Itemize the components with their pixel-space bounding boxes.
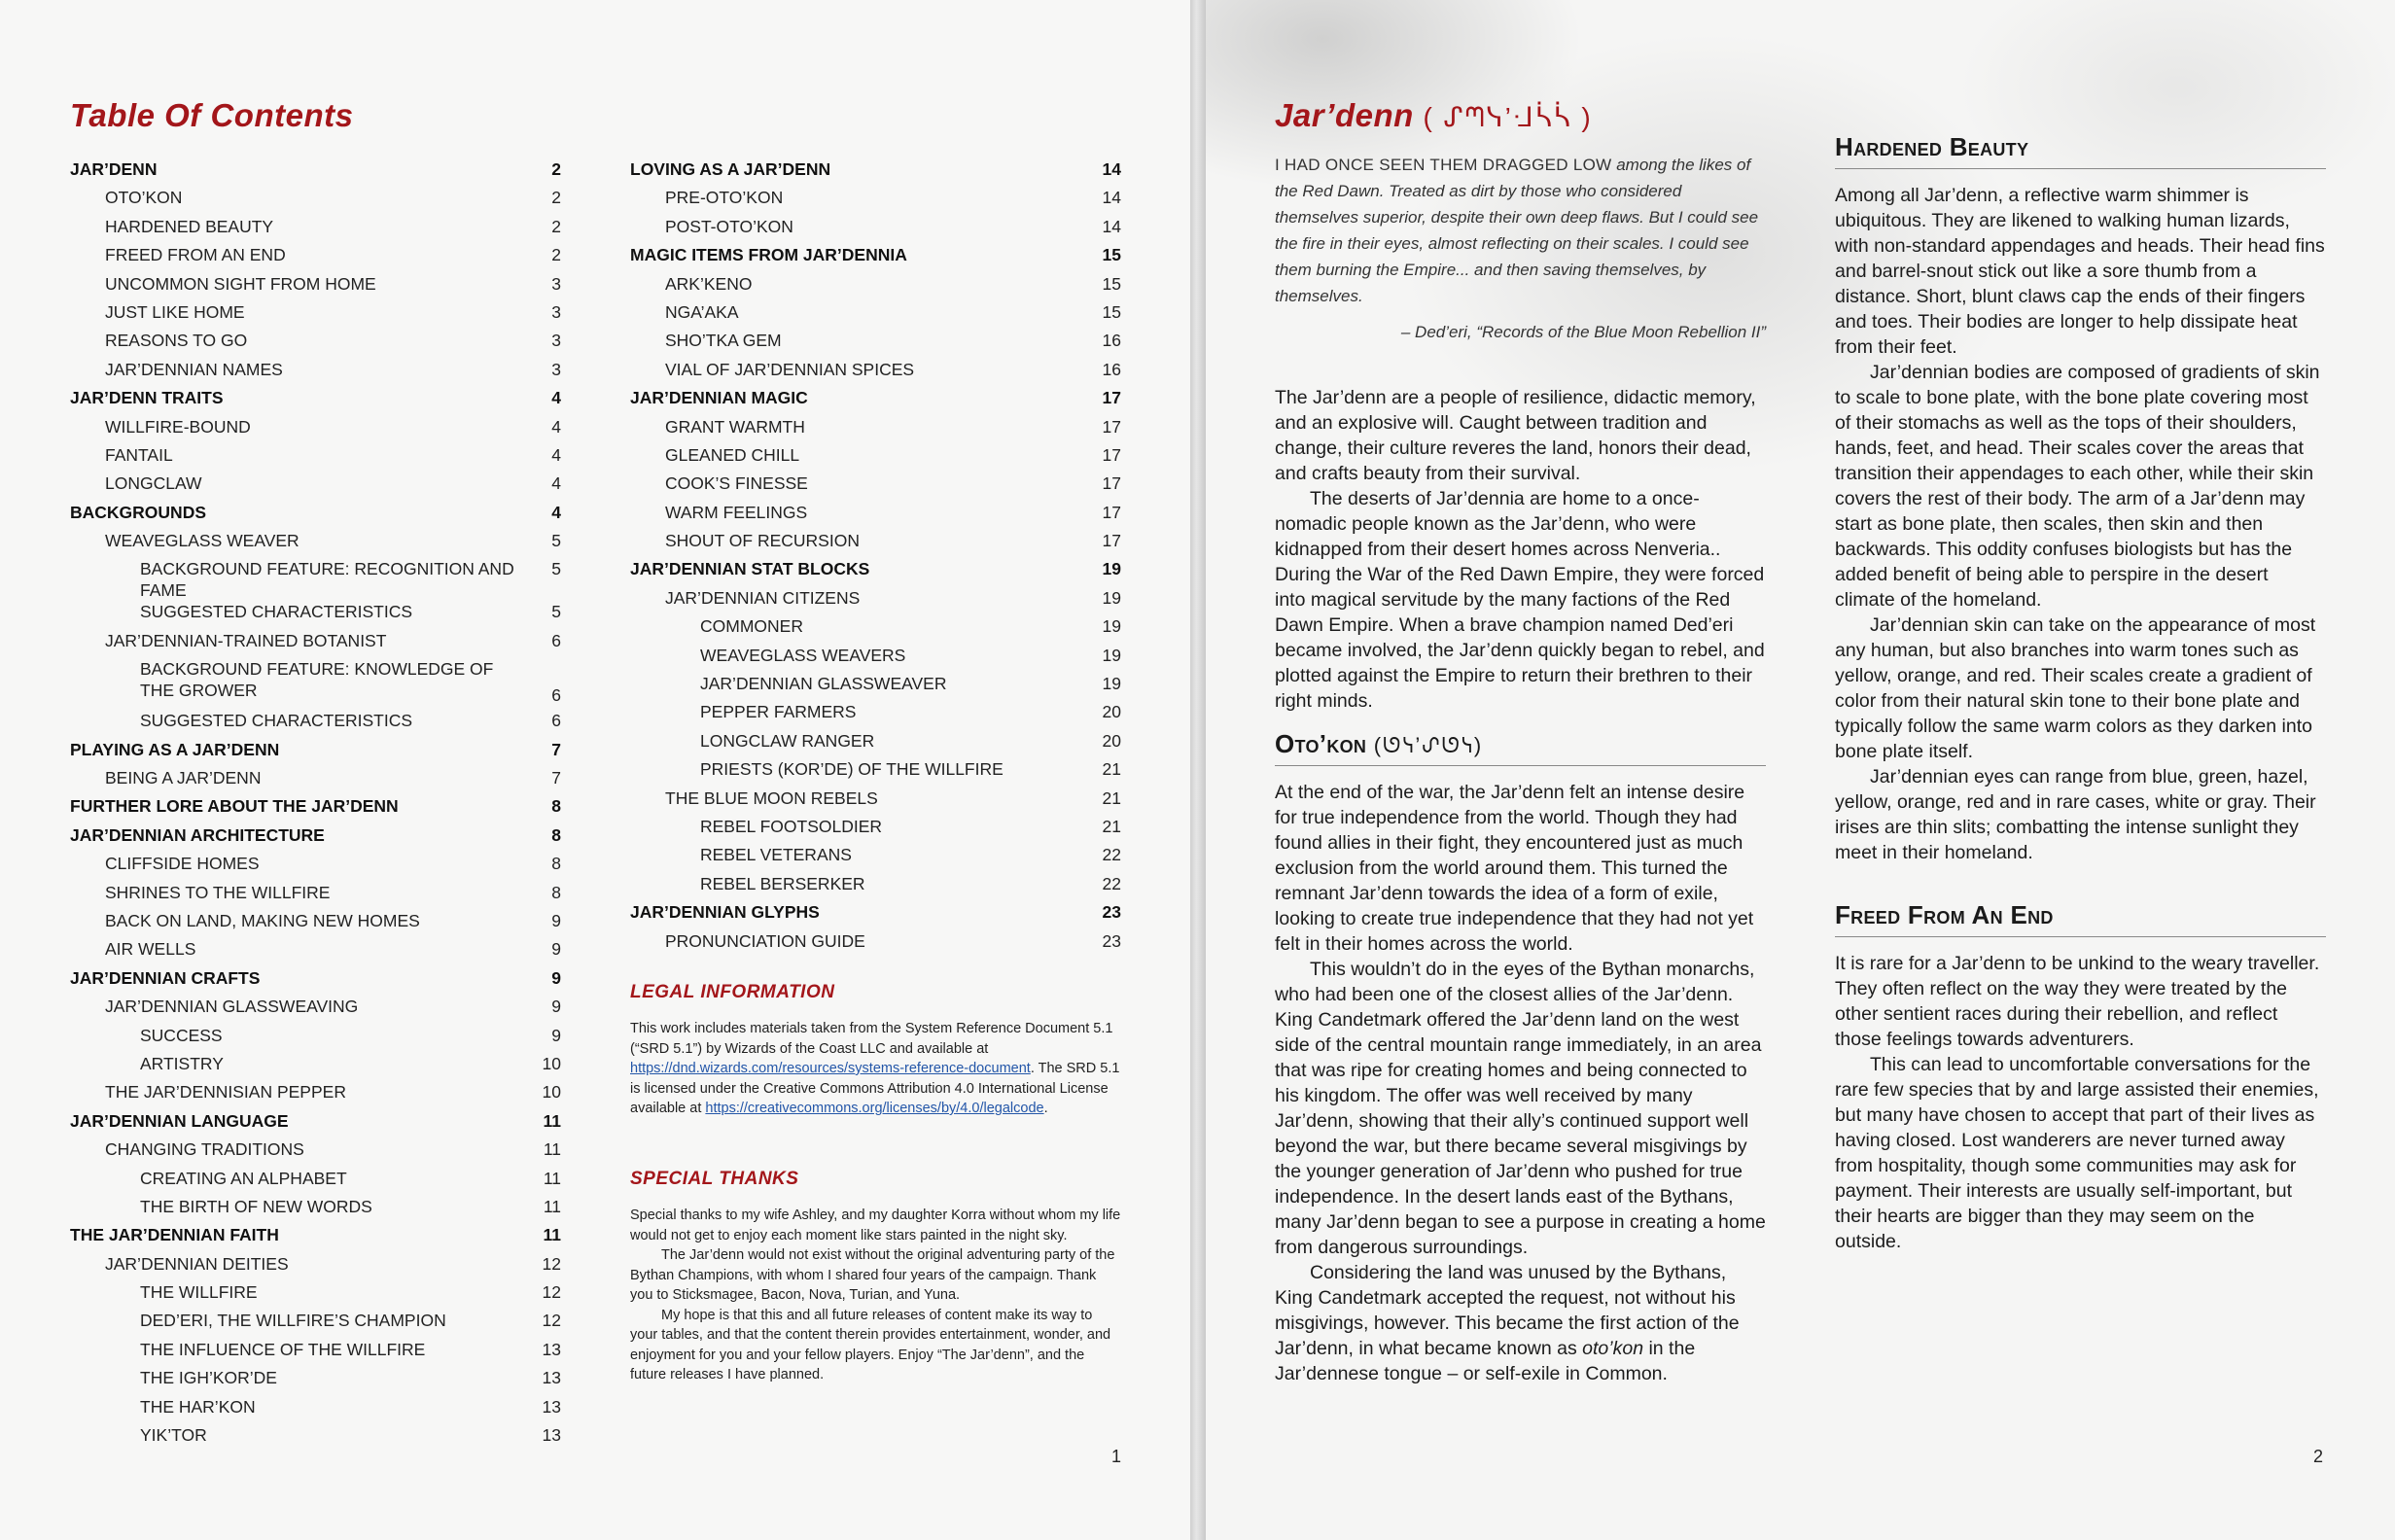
toc-entry-page: 2 bbox=[551, 216, 561, 236]
toc-entry-title: JAR’DENNIAN GLASSWEAVING bbox=[105, 997, 359, 1017]
toc-entry[interactable] bbox=[630, 873, 1121, 901]
toc-entry-page: 11 bbox=[543, 1196, 561, 1216]
toc-entry-page: 7 bbox=[551, 739, 561, 759]
otokon-paragraph-3 bbox=[1275, 1260, 1766, 1386]
toc-entry-page: 9 bbox=[551, 1025, 561, 1045]
hardened-paragraph-3: Jar’dennian skin can take on the appearance of most any human, but also branches into warm tones such as yellow, orange, and red. Their scales create a gradient of color from their natural skin tone to their bone plate and typically follow the same warm colors as they darken into bone plate itself. bbox=[1835, 614, 2316, 762]
toc-entry-title: SHRINES TO THE WILLFIRE bbox=[105, 882, 331, 902]
toc-entry-page: 12 bbox=[542, 1282, 561, 1303]
toc-entry-title: THE INFLUENCE OF THE WILLFIRE bbox=[140, 1339, 426, 1359]
toc-entry-page: 17 bbox=[1102, 502, 1121, 522]
toc-entry[interactable] bbox=[70, 938, 561, 966]
toc-entry[interactable] bbox=[70, 472, 561, 501]
toc-entry[interactable] bbox=[630, 444, 1121, 472]
toc-entry-title: HARDENED BEAUTY bbox=[105, 216, 274, 236]
toc-entry-page: 7 bbox=[551, 768, 561, 788]
toc-entry-page: 5 bbox=[551, 559, 561, 579]
toc-entry-page: 23 bbox=[1102, 902, 1121, 923]
toc-entry-title: THE IGH’KOR’DE bbox=[140, 1368, 277, 1388]
toc-entry-title: CLIFFSIDE HOMES bbox=[105, 854, 260, 874]
toc-entry[interactable] bbox=[70, 658, 561, 710]
toc-entry-page: 2 bbox=[551, 245, 561, 265]
toc-entry-page: 17 bbox=[1102, 531, 1121, 551]
toc-entry-title: PLAYING AS A JAR’DENN bbox=[70, 739, 280, 759]
toc-entry-title: UNCOMMON SIGHT FROM HOME bbox=[105, 273, 376, 294]
toc-entry[interactable] bbox=[630, 673, 1121, 701]
toc-entry[interactable] bbox=[70, 1339, 561, 1367]
toc-entry-page: 4 bbox=[551, 388, 561, 408]
toc-entry-page: 19 bbox=[1102, 645, 1121, 665]
toc-entry[interactable] bbox=[630, 758, 1121, 787]
toc-entry[interactable] bbox=[70, 967, 561, 996]
toc-entry-title: JAR’DENN bbox=[70, 159, 158, 179]
chapter-title-glyph: ( ᔑᘉᓭ’ᒲᓵᓵ ) bbox=[1423, 102, 1593, 132]
toc-entry[interactable] bbox=[630, 244, 1121, 272]
thanks-section bbox=[630, 1169, 1121, 1385]
toc-entry-page: 19 bbox=[1102, 674, 1121, 694]
toc-entry-title: JAR’DENN TRAITS bbox=[70, 388, 224, 408]
toc-entry[interactable] bbox=[70, 853, 561, 881]
toc-entry-title: FREED FROM AN END bbox=[105, 245, 286, 265]
toc-column-1 bbox=[70, 158, 561, 1452]
quote-rest: among the likes of the Red Dawn. Treated as dirt by those who considered themselves superior, despite their own deep flaws. But I could see the fire in their eyes, almost reflecting on their scales. I could see them burning the Empire... and then saving themselves, by themselves. bbox=[1275, 156, 1759, 305]
section-heading-hardened-beauty: Hardened Beauty bbox=[1835, 132, 2326, 169]
toc-entry-title: CHANGING TRADITIONS bbox=[105, 1139, 304, 1160]
toc-entry[interactable] bbox=[630, 416, 1121, 444]
toc-entry[interactable] bbox=[70, 444, 561, 472]
toc-entry-title: JAR’DENNIAN STAT BLOCKS bbox=[630, 559, 870, 579]
otokon-paragraph-2: This wouldn’t do in the eyes of the Bythan monarchs, who had been one of the closest allies of the Jar’denn. King Candetmark offered the Jar’denn land on the west side of the central mountain range immediately, in an area that was ripe for creating homes and being connected to his kingdom. The offer was well received by many Jar’denn, showing that their ally’s continued support well beyond the war, but there became several misgivings by the younger generation of Jar’denn who pushed for true independence. In the desert lands east of the Bythans, many Jar’denn began to see a purpose in creating a home from dangerous surroundings. bbox=[1275, 959, 1766, 1258]
toc-entry[interactable] bbox=[70, 273, 561, 301]
legal-text bbox=[630, 1019, 1121, 1119]
toc-entry-title: MAGIC ITEMS FROM JAR’DENNIA bbox=[630, 245, 907, 265]
toc-entry-title: FANTAIL bbox=[105, 444, 173, 465]
toc-entry[interactable] bbox=[70, 1196, 561, 1224]
toc-entry-page: 11 bbox=[543, 1139, 561, 1160]
toc-entry-title: FURTHER LORE ABOUT THE JAR’DENN bbox=[70, 796, 399, 817]
toc-entry-page: 3 bbox=[551, 331, 561, 351]
toc-entry[interactable] bbox=[630, 844, 1121, 872]
toc-entry-title: THE JAR’DENNIAN FAITH bbox=[70, 1225, 279, 1245]
toc-entry[interactable] bbox=[70, 1025, 561, 1053]
toc-entry[interactable] bbox=[70, 1367, 561, 1395]
intro-paragraph-1: The Jar’denn are a people of resilience, didactic memory, and an explosive will. Caught between tradition and change, their culture reveres the land, honors their dead, and crafts beauty from their survival. bbox=[1275, 387, 1756, 484]
freed-paragraph-1: It is rare for a Jar’denn to be unkind to the weary traveller. They often reflect on the way they were treated by the other sentient races during their rebellion, and reflect those feelings towards adventurers. bbox=[1835, 953, 2320, 1050]
section-heading-freed-from-an-end: Freed From An End bbox=[1835, 900, 2326, 937]
toc-entry-page: 21 bbox=[1102, 788, 1121, 808]
otokon-p3-a: Considering the land was unused by the Bythans, King Candetmark accepted the request, not without his misgivings, however. This became the first action of the Jar’denn, in what became known as bbox=[1275, 1262, 1740, 1359]
toc-entry[interactable] bbox=[70, 996, 561, 1024]
toc-entry-page: 22 bbox=[1102, 845, 1121, 865]
toc-entry-title: REBEL BERSERKER bbox=[700, 873, 865, 893]
toc-entry-title: JAR’DENNIAN LANGUAGE bbox=[70, 1110, 289, 1131]
toc-entry-page: 9 bbox=[551, 967, 561, 988]
epigraph-attribution: – Ded’eri, “Records of the Blue Moon Rebellion II” bbox=[1400, 323, 1766, 341]
toc-entry-page: 13 bbox=[542, 1396, 561, 1417]
toc-entry-page: 21 bbox=[1102, 816, 1121, 836]
otokon-heading-text: Oto’kon bbox=[1275, 729, 1367, 758]
intro-paragraph-2: The deserts of Jar’dennia are home to a once-nomadic people known as the Jar’denn, who were kidnapped from their desert homes across Nenveria.. During the War of the Red Dawn Empire, they were forced into magical servitude by the many factions of the Red Dawn Empire. When a brave champion named Ded’eri became involved, the Jar’denn quickly began to rebel, and plotted against the Empire to return their brethren to their right minds. bbox=[1275, 488, 1765, 712]
toc-entry[interactable] bbox=[630, 558, 1121, 586]
right-column-1 bbox=[1275, 97, 1766, 1386]
toc-entry[interactable] bbox=[630, 816, 1121, 844]
toc-entry[interactable] bbox=[70, 387, 561, 415]
toc-entry-title: SHOUT OF RECURSION bbox=[665, 531, 860, 551]
toc-entry-page: 11 bbox=[543, 1225, 561, 1245]
toc-entry-page: 20 bbox=[1102, 702, 1121, 722]
toc-entry[interactable] bbox=[630, 187, 1121, 215]
freed-paragraph-2: This can lead to uncomfortable conversations for the rare few species that by and large assisted their enemies, but many have chosen to accept that part of their lives as having closed. Lost wanderers are never turned away from hospitality, though some communities may ask for payment. Their interests are usually self-important, but their hearts are bigger than they may seem on the outside. bbox=[1835, 1054, 2319, 1252]
thanks-heading: SPECIAL THANKS bbox=[630, 1169, 799, 1189]
toc-entry-page: 23 bbox=[1102, 930, 1121, 951]
chapter-title bbox=[1275, 97, 1766, 134]
toc-entry-title: THE BLUE MOON REBELS bbox=[665, 788, 878, 808]
toc-entry-page: 9 bbox=[551, 910, 561, 930]
toc-entry-page: 10 bbox=[542, 1053, 561, 1073]
toc-entry[interactable] bbox=[630, 502, 1121, 530]
toc-entry[interactable] bbox=[70, 158, 561, 187]
toc-entry-page: 19 bbox=[1102, 616, 1121, 637]
toc-entry-page: 4 bbox=[551, 473, 561, 494]
toc-entry-page: 21 bbox=[1102, 759, 1121, 780]
toc-entry-page: 12 bbox=[542, 1253, 561, 1274]
toc-entry[interactable] bbox=[630, 645, 1121, 673]
toc-column-2 bbox=[630, 158, 1121, 959]
toc-entry-title: PRIESTS (KOR’DE) OF THE WILLFIRE bbox=[700, 759, 1004, 780]
toc-entry-page: 17 bbox=[1102, 416, 1121, 437]
toc-entry[interactable] bbox=[70, 187, 561, 215]
toc-entry[interactable] bbox=[70, 1138, 561, 1167]
toc-entry-page: 4 bbox=[551, 416, 561, 437]
toc-entry[interactable] bbox=[630, 788, 1121, 816]
toc-entry[interactable] bbox=[70, 359, 561, 387]
toc-entry-title: REASONS TO GO bbox=[105, 331, 248, 351]
toc-entry-title: JAR’DENNIAN ARCHITECTURE bbox=[70, 824, 325, 845]
toc-entry-title: BACKGROUNDS bbox=[70, 502, 206, 522]
toc-entry[interactable] bbox=[630, 359, 1121, 387]
toc-entry-title: REBEL FOOTSOLDIER bbox=[700, 816, 883, 836]
toc-entry[interactable] bbox=[70, 244, 561, 272]
toc-entry-title: SUGGESTED CHARACTERISTICS bbox=[140, 602, 413, 622]
chapter-title-text: Jar’denn bbox=[1275, 97, 1414, 133]
toc-entry-page: 8 bbox=[551, 882, 561, 902]
toc-entry[interactable] bbox=[70, 824, 561, 853]
hardened-paragraph-2: Jar’dennian bodies are composed of gradients of skin to scale to bone plate, with the bone plate covering most of their stomachs as well as the tops of their shoulders, hands, feet, and head. Their scales cover the areas that transition their appendages to each other, while their skin covers the rest of their body. The arm of a Jar’denn may start as bone plate, then scales, then skin and then backwards. This oddity confuses biologists but has the added benefit of being able to perspire in the desert climate of the homeland. bbox=[1835, 362, 2320, 611]
toc-entry[interactable] bbox=[70, 710, 561, 738]
toc-entry-page: 13 bbox=[542, 1339, 561, 1359]
toc-entry-page: 9 bbox=[551, 997, 561, 1017]
toc-entry-title: COOK’S FINESSE bbox=[665, 473, 808, 494]
toc-entry[interactable] bbox=[630, 901, 1121, 929]
toc-entry-title: JAR’DENNIAN CITIZENS bbox=[665, 587, 861, 608]
toc-entry-title: THE HAR’KON bbox=[140, 1396, 256, 1417]
toc-entry-page: 19 bbox=[1102, 559, 1121, 579]
legal-heading: LEGAL INFORMATION bbox=[630, 982, 835, 1002]
toc-entry[interactable] bbox=[630, 216, 1121, 244]
cc-license-link[interactable]: https://creativecommons.org/licenses/by/4.0/legalcode bbox=[705, 1101, 1044, 1116]
toc-entry-title: JAR’DENNIAN NAMES bbox=[105, 359, 283, 379]
toc-entry-title: COMMONER bbox=[700, 616, 803, 637]
srd-link[interactable]: https://dnd.wizards.com/resources/systems-reference-document bbox=[630, 1061, 1031, 1076]
toc-entry-title: SUGGESTED CHARACTERISTICS bbox=[140, 711, 413, 731]
toc-entry[interactable] bbox=[70, 330, 561, 358]
otokon-glyph: (ᘎᓭ’ᔑᘎᓭ) bbox=[1373, 733, 1484, 757]
toc-entry[interactable] bbox=[630, 387, 1121, 415]
toc-entry[interactable] bbox=[630, 701, 1121, 729]
toc-entry-page: 13 bbox=[542, 1425, 561, 1446]
toc-entry-page: 9 bbox=[551, 939, 561, 960]
toc-entry[interactable] bbox=[70, 739, 561, 767]
toc-entry-page: 20 bbox=[1102, 730, 1121, 751]
toc-entry-page: 14 bbox=[1102, 159, 1121, 179]
toc-entry-title: NGA’AKA bbox=[665, 301, 739, 322]
toc-entry-title: GLEANED CHILL bbox=[665, 444, 800, 465]
otokon-p3-b: in the Jar’dennese tongue – or self-exile in Common. bbox=[1275, 1338, 1696, 1384]
toc-entry[interactable] bbox=[70, 1396, 561, 1424]
toc-entry-title: VIAL OF JAR’DENNIAN SPICES bbox=[665, 359, 915, 379]
toc-entry-title: JAR’DENNIAN-TRAINED BOTANIST bbox=[105, 630, 387, 650]
toc-entry-page: 11 bbox=[543, 1110, 561, 1131]
toc-entry-page: 17 bbox=[1102, 388, 1121, 408]
toc-entry-title: OTO’KON bbox=[105, 188, 183, 208]
toc-entry[interactable] bbox=[70, 795, 561, 823]
toc-entry[interactable] bbox=[630, 530, 1121, 558]
epigraph-quote bbox=[1275, 152, 1766, 309]
toc-entry-title: PRONUNCIATION GUIDE bbox=[665, 930, 865, 951]
toc-entry-title: BACK ON LAND, MAKING NEW HOMES bbox=[105, 910, 420, 930]
toc-entry-page: 8 bbox=[551, 854, 561, 874]
toc-entry-title: YIK’TOR bbox=[140, 1425, 207, 1446]
toc-entry-title: WEAVEGLASS WEAVERS bbox=[700, 645, 906, 665]
toc-entry-title: DED’ERI, THE WILLFIRE’S CHAMPION bbox=[140, 1311, 446, 1331]
toc-entry-page: 15 bbox=[1102, 301, 1121, 322]
toc-entry-title: PEPPER FARMERS bbox=[700, 702, 857, 722]
toc-entry-page: 17 bbox=[1102, 473, 1121, 494]
toc-entry[interactable] bbox=[70, 630, 561, 658]
toc-entry-title: JAR’DENNIAN DEITIES bbox=[105, 1253, 289, 1274]
toc-entry-title: BACKGROUND FEATURE: KNOWLEDGE OF THE GROWER bbox=[140, 659, 494, 701]
toc-entry-page: 6 bbox=[551, 711, 561, 731]
toc-entry[interactable] bbox=[630, 273, 1121, 301]
page-number-left: 1 bbox=[1111, 1447, 1122, 1466]
toc-entry-title: REBEL VETERANS bbox=[700, 845, 852, 865]
toc-entry[interactable] bbox=[630, 930, 1121, 959]
right-page bbox=[1206, 0, 2395, 1540]
thanks-paragraph-2: The Jar’denn would not exist without the original adventuring party of the Bythan Champions, with whom I shared four years of the campaign. Thank you to Sticksmagee, Bacon, Nova, Turian, and Yuna. bbox=[630, 1247, 1115, 1303]
toc-entry-page: 5 bbox=[551, 602, 561, 622]
toc-entry-title: WILLFIRE-BOUND bbox=[105, 416, 251, 437]
left-page bbox=[0, 0, 1190, 1540]
toc-entry-title: SHO’TKA GEM bbox=[665, 331, 782, 351]
toc-entry[interactable] bbox=[630, 472, 1121, 501]
toc-entry-title: JAR’DENNIAN MAGIC bbox=[630, 388, 808, 408]
toc-entry-page: 10 bbox=[542, 1082, 561, 1102]
toc-entry-page: 3 bbox=[551, 301, 561, 322]
legal-text-1: This work includes materials taken from the System Reference Document 5.1 (“SRD 5.1”) by Wizards of the Coast LLC and available at bbox=[630, 1021, 1113, 1057]
toc-entry-title: LONGCLAW bbox=[105, 473, 202, 494]
toc-entry[interactable] bbox=[70, 1310, 561, 1338]
toc-entry[interactable] bbox=[70, 882, 561, 910]
toc-entry[interactable] bbox=[70, 301, 561, 330]
toc-entry-page: 14 bbox=[1102, 188, 1121, 208]
toc-entry[interactable] bbox=[70, 1224, 561, 1252]
otokon-paragraph-1: At the end of the war, the Jar’denn felt an intense desire for true independence from the world. Though they had found allies in their fight, they encountered just as much exclusion from the world around them. This turned the remnant Jar’denn towards the idea of a form of exile, looking to create true independence that they had not yet felt in their homes across the world. bbox=[1275, 782, 1754, 955]
toc-entry[interactable] bbox=[70, 530, 561, 558]
otokon-term: oto’kon bbox=[1582, 1338, 1644, 1359]
toc-entry-page: 13 bbox=[542, 1368, 561, 1388]
toc-entry[interactable] bbox=[70, 1081, 561, 1109]
toc-entry-page: 11 bbox=[543, 1168, 561, 1188]
toc-entry-page: 14 bbox=[1102, 216, 1121, 236]
toc-entry[interactable] bbox=[70, 1168, 561, 1196]
toc-entry-title: SUCCESS bbox=[140, 1025, 223, 1045]
toc-entry-title: ARTISTRY bbox=[140, 1053, 224, 1073]
toc-entry-title: POST-OTO’KON bbox=[665, 216, 793, 236]
toc-entry-title: BACKGROUND FEATURE: RECOGNITION AND FAME bbox=[140, 559, 514, 601]
toc-entry-page: 6 bbox=[551, 685, 561, 706]
toc-entry-page: 4 bbox=[551, 502, 561, 522]
toc-entry-title: JAR’DENNIAN GLASSWEAVER bbox=[700, 674, 947, 694]
toc-entry-title: AIR WELLS bbox=[105, 939, 196, 960]
toc-entry-page: 16 bbox=[1102, 331, 1121, 351]
toc-entry-title: CREATING AN ALPHABET bbox=[140, 1168, 347, 1188]
toc-entry[interactable] bbox=[70, 1281, 561, 1310]
toc-entry-page: 6 bbox=[551, 630, 561, 650]
toc-entry-page: 22 bbox=[1102, 873, 1121, 893]
toc-entry-title: GRANT WARMTH bbox=[665, 416, 805, 437]
toc-entry[interactable] bbox=[70, 1053, 561, 1081]
toc-entry[interactable] bbox=[70, 502, 561, 530]
toc-entry[interactable] bbox=[630, 158, 1121, 187]
right-column-2 bbox=[1835, 132, 2326, 1254]
toc-entry-page: 15 bbox=[1102, 273, 1121, 294]
toc-entry-page: 19 bbox=[1102, 587, 1121, 608]
toc-entry-title: THE JAR’DENNISIAN PEPPER bbox=[105, 1082, 346, 1102]
legal-text-3: . bbox=[1043, 1101, 1048, 1116]
thanks-paragraph-3: My hope is that this and all future releases of content make its way to your tables, and that the content therein provides entertainment, wonder, and enjoyment for you and your fellow players. Enjoy “The Jar’denn”, and the future releases I have planned. bbox=[630, 1307, 1111, 1382]
toc-entry-title: WARM FEELINGS bbox=[665, 502, 808, 522]
toc-entry[interactable] bbox=[630, 587, 1121, 615]
toc-entry-title: THE WILLFIRE bbox=[140, 1282, 258, 1303]
toc-entry[interactable] bbox=[630, 730, 1121, 758]
toc-entry-page: 4 bbox=[551, 444, 561, 465]
toc-entry-page: 3 bbox=[551, 359, 561, 379]
toc-entry[interactable] bbox=[70, 1424, 561, 1452]
toc-entry-title: LOVING AS A JAR’DENN bbox=[630, 159, 831, 179]
toc-entry-title: PRE-OTO’KON bbox=[665, 188, 784, 208]
hardened-paragraph-1: Among all Jar’denn, a reflective warm shimmer is ubiquitous. They are likened to walking human lizards, with non-standard appendages and heads. Their head fins and barrel-snout stick out like a sore thumb from a distance. Short, blunt claws cap the ends of their fingers and toes. Their bodies are longer to help dissipate heat from their feet. bbox=[1835, 185, 2325, 358]
toc-entry[interactable] bbox=[70, 558, 561, 601]
toc-entry-page: 3 bbox=[551, 273, 561, 294]
thanks-paragraph-1: Special thanks to my wife Ashley, and my daughter Korra without whom my life would not get to enjoy each moment like stars painted in the night sky. bbox=[630, 1208, 1121, 1243]
book-gutter bbox=[1190, 0, 1206, 1540]
toc-entry-title: LONGCLAW RANGER bbox=[700, 730, 875, 751]
legal-text-2: . The SRD 5.1 is licensed under the Creative Commons Attribution 4.0 International License available at bbox=[630, 1061, 1120, 1116]
toc-entry-page: 2 bbox=[551, 159, 561, 179]
legal-section bbox=[630, 982, 1121, 1119]
toc-entry-page: 8 bbox=[551, 796, 561, 817]
toc-entry-page: 12 bbox=[542, 1311, 561, 1331]
page-number-right: 2 bbox=[2313, 1447, 2324, 1466]
toc-entry[interactable] bbox=[630, 615, 1121, 644]
quote-lead: I HAD ONCE SEEN THEM DRAGGED LOW bbox=[1275, 156, 1612, 174]
toc-entry[interactable] bbox=[70, 767, 561, 795]
toc-entry-title: JUST LIKE HOME bbox=[105, 301, 245, 322]
toc-entry-page: 17 bbox=[1102, 444, 1121, 465]
toc-entry[interactable] bbox=[70, 216, 561, 244]
toc-entry[interactable] bbox=[630, 301, 1121, 330]
toc-entry[interactable] bbox=[70, 416, 561, 444]
toc-entry-title: JAR’DENNIAN GLYPHS bbox=[630, 902, 820, 923]
toc-entry-title: THE BIRTH OF NEW WORDS bbox=[140, 1196, 372, 1216]
toc-entry-title: BEING A JAR’DENN bbox=[105, 768, 262, 788]
toc-entry-page: 5 bbox=[551, 531, 561, 551]
toc-entry-page: 15 bbox=[1102, 245, 1121, 265]
toc-entry-title: JAR’DENNIAN CRAFTS bbox=[70, 967, 261, 988]
toc-entry-page: 16 bbox=[1102, 359, 1121, 379]
toc-entry[interactable] bbox=[70, 910, 561, 938]
section-heading-otokon bbox=[1275, 729, 1766, 766]
toc-entry-title: ARK’KENO bbox=[665, 273, 753, 294]
toc-entry-page: 2 bbox=[551, 188, 561, 208]
toc-entry-page: 8 bbox=[551, 824, 561, 845]
toc-entry[interactable] bbox=[630, 330, 1121, 358]
toc-entry[interactable] bbox=[70, 1253, 561, 1281]
toc-entry[interactable] bbox=[70, 1110, 561, 1138]
toc-entry-title: WEAVEGLASS WEAVER bbox=[105, 531, 299, 551]
toc-title: Table Of Contents bbox=[70, 97, 354, 133]
hardened-paragraph-4: Jar’dennian eyes can range from blue, green, hazel, yellow, orange, red and in rare cases, white or gray. Their irises are thin slits; combatting the intense sunlight they meet in their homeland. bbox=[1835, 766, 2316, 863]
toc-entry[interactable] bbox=[70, 601, 561, 629]
